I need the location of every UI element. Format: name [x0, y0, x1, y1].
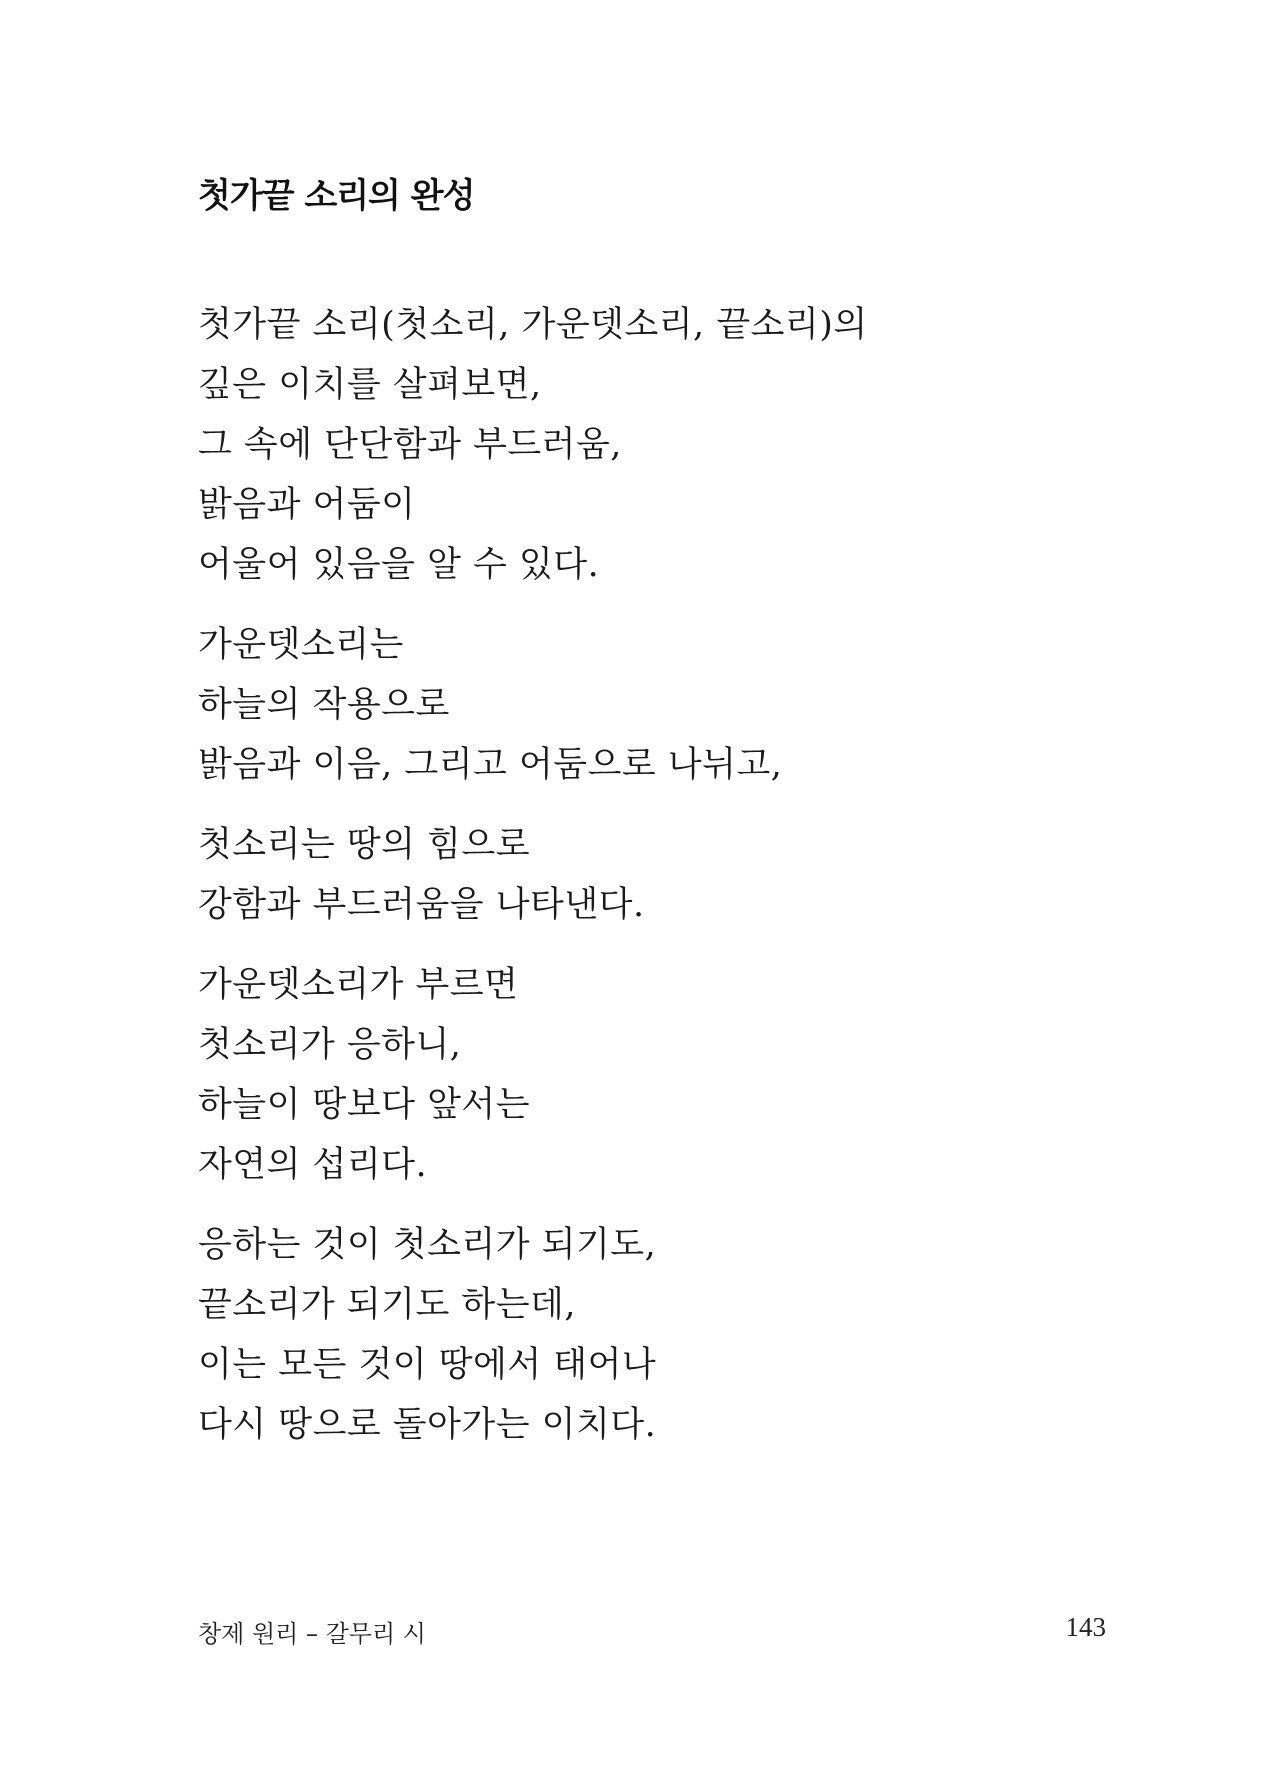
poem-line: 응하는 것이 첫소리가 되기도, [198, 1225, 657, 1265]
stanza [198, 295, 1158, 595]
poem-line: 그 속에 단단함과 부드러움, [198, 425, 622, 465]
poem-line: 하늘이 땅보다 앞서는 [198, 1085, 531, 1125]
poem [198, 295, 1158, 1475]
poem-line: 이는 모든 것이 땅에서 태어나 [198, 1345, 657, 1385]
running-footer-section: 창제 원리 – 갈무리 시 [198, 1620, 426, 1648]
poem-line: 하늘의 작용으로 [198, 685, 450, 725]
poem-line: 가운뎃소리가 부르면 [198, 965, 519, 1005]
poem-line: 첫가끝 소리(첫소리, 가운뎃소리, 끝소리)의 [198, 305, 868, 345]
stanza [198, 1215, 1158, 1455]
page-title: 첫가끝 소리의 완성 [198, 176, 475, 216]
stanza [198, 615, 1158, 795]
poem-line: 어울어 있음을 알 수 있다. [198, 545, 600, 585]
poem-line: 첫소리가 응하니, [198, 1025, 462, 1065]
poem-line: 첫소리는 땅의 힘으로 [198, 825, 531, 865]
poem-line: 가운뎃소리는 [198, 625, 404, 665]
poem-line: 자연의 섭리다. [198, 1145, 428, 1185]
stanza [198, 955, 1158, 1195]
poem-line: 끝소리가 되기도 하는데, [198, 1285, 576, 1325]
poem-line: 다시 땅으로 돌아가는 이치다. [198, 1405, 657, 1445]
poem-line: 밝음과 어둠이 [198, 485, 416, 525]
page-number: 143 [1065, 1612, 1106, 1642]
poem-line: 깊은 이치를 살펴보면, [198, 365, 542, 405]
poem-line: 강함과 부드러움을 나타낸다. [198, 885, 645, 925]
poem-line: 밝음과 이음, 그리고 어둠으로 나뉘고, [198, 745, 783, 785]
stanza [198, 815, 1158, 935]
